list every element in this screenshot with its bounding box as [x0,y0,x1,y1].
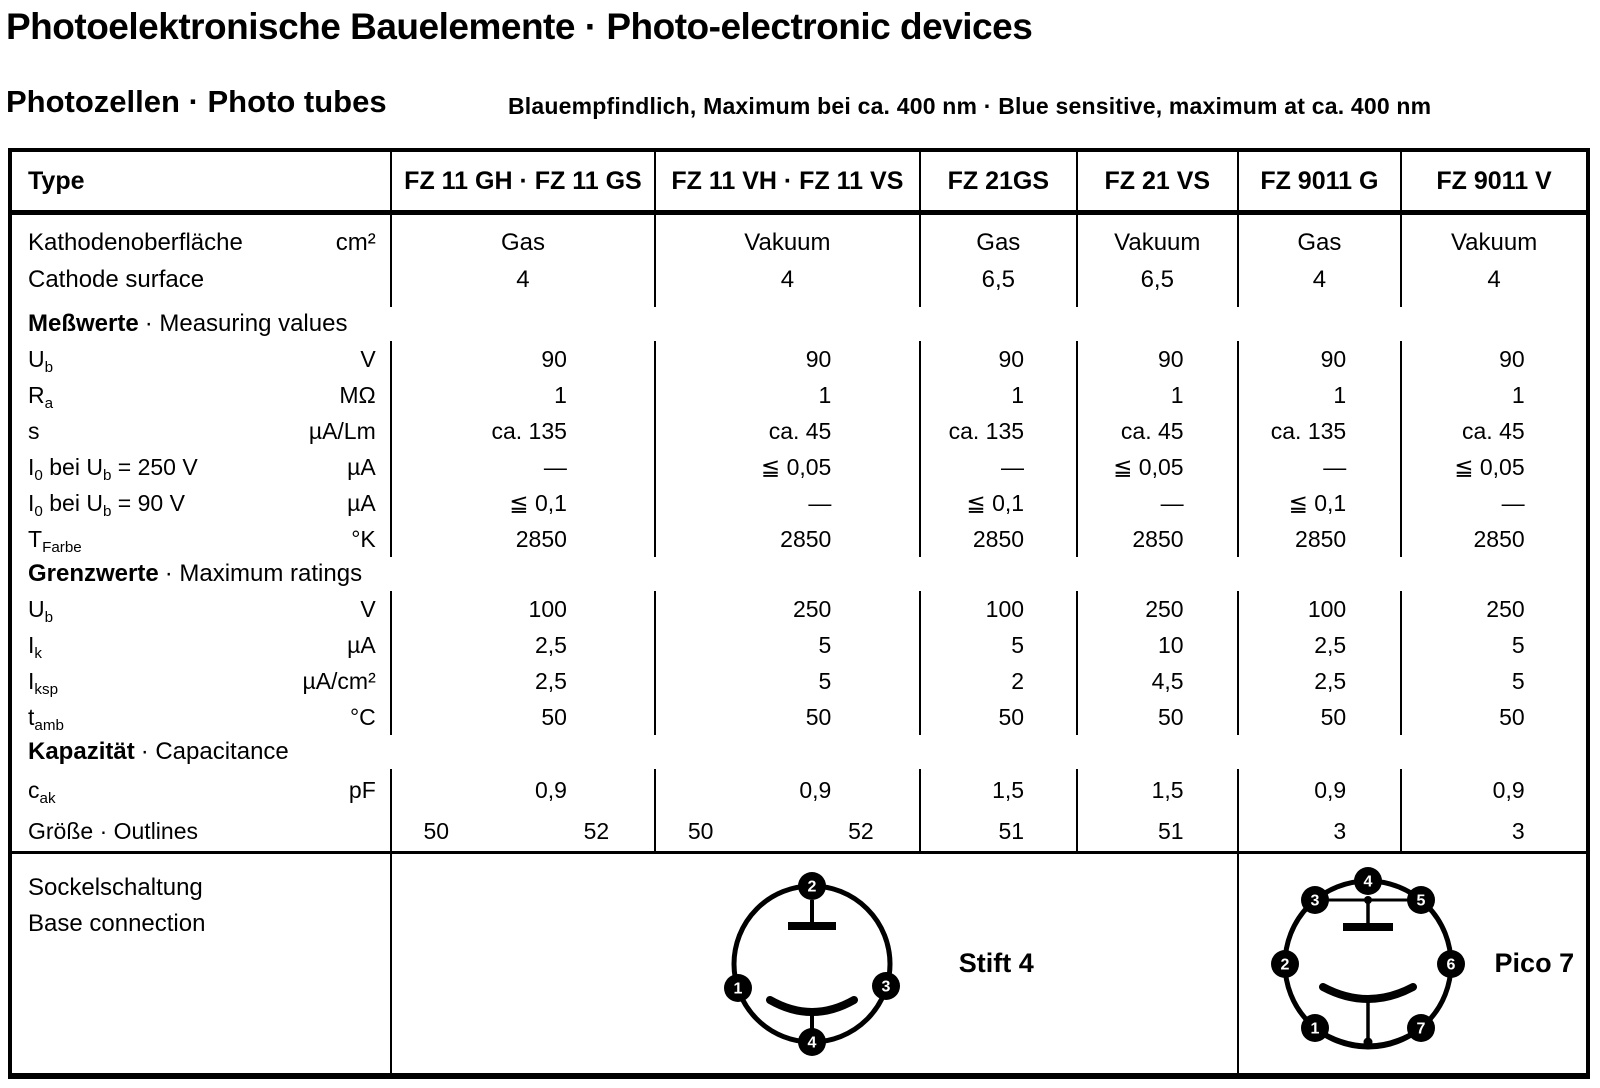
cathode-area: 6,5 [981,266,1015,293]
pin-number: 6 [1446,956,1455,973]
fill-type: Vakuum [744,229,831,256]
cell-value: 90 [1076,341,1237,377]
cell-value: 2,5 [1237,663,1401,699]
page-title: Photoelektronische Bauelemente · Photo-electronic devices [6,6,1033,47]
pico7-cell [1237,854,1586,1073]
cell-value: 0,9 [1237,769,1401,811]
cell-value: — [390,449,654,485]
pin-number: 4 [807,1034,817,1051]
row-label: $I_0$ bei $U_b = 250$ V µA [28,453,376,485]
cell-value: — [1237,449,1401,485]
cell-value: 1 [919,377,1076,413]
cathode-area: 4 [516,266,530,293]
row-label: $I_{ksp}$ µA/cm² [28,667,376,699]
row-label: s µA/Lm [28,417,376,444]
table-row [12,769,1586,811]
stift4-diagram [697,864,929,1064]
table-row [12,413,1586,449]
pin-number: 2 [807,878,817,895]
row-label-en: Cathode surface [28,266,205,293]
cell-value: 90 [390,341,654,377]
stift4-label: Stift 4 [958,948,1034,978]
cell-value: 3 [1237,811,1401,851]
cell-value: 250 [654,591,918,627]
section-header-row: Meßwerte · Measuring values [28,310,348,337]
fill-type: Gas [976,229,1021,256]
cathode-area: 4 [780,266,795,293]
cell-value [1076,215,1237,307]
cell-value: — [919,449,1076,485]
table-body [12,215,1586,851]
cell-value: 0,9 [654,769,918,811]
cell-value: ca. 45 [1400,413,1586,449]
cell-value: 2850 [654,521,918,557]
row-label [12,215,390,307]
cell-value: 250 [1076,591,1237,627]
cell-value: 2850 [390,521,654,557]
row-label: $U_b$ V [28,595,376,627]
cell-value: 2850 [1076,521,1237,557]
cell-value: 90 [654,341,918,377]
table-row [12,521,1586,557]
cell-value: ≦ 0,1 [1237,485,1401,521]
cell-value: ≦ 0,05 [654,449,918,485]
cell-value: 0,9 [390,769,654,811]
pico7-diagram [1253,859,1485,1069]
cell-value: 5 [654,663,918,699]
pico7-label: Pico 7 [1494,948,1575,978]
row-label: $c_{ak}$ pF [28,776,376,808]
base-connection-label-de: Sockelschaltung [28,874,203,901]
fill-type: Gas [1297,229,1342,256]
cell-value: 1 [1237,377,1401,413]
cell-value: 2 [919,663,1076,699]
cell-value: 10 [1076,627,1237,663]
cell-value: 90 [919,341,1076,377]
pin-number: 3 [1310,892,1319,909]
table-row [12,341,1586,377]
cell-value: 1 [1400,377,1586,413]
cell-value [1237,215,1401,307]
cell-value: ca. 45 [1076,413,1237,449]
cell-value: 3 [1400,811,1586,851]
table-row [12,215,1586,307]
cell-value: 1 [1076,377,1237,413]
table-row [12,699,1586,735]
cell-value: 50 [390,699,654,735]
fill-type: Vakuum [1450,229,1538,256]
table-row [12,449,1586,485]
cell-value: 2,5 [390,627,654,663]
fill-type: Vakuum [1114,229,1201,256]
stift4-cell [390,854,1237,1073]
section-header-row: Grenzwerte · Maximum ratings [28,560,363,587]
cathode-area: 4 [1487,266,1501,293]
table-row [12,485,1586,521]
cell-value: 5 [1400,627,1586,663]
cell-value: 51 [919,811,1076,851]
cell-value: 50 [1400,699,1586,735]
sensitivity-note: Blauempfindlich, Maximum bei ca. 400 nm · Blue sensitive, maximum at ca. 400 nm [508,93,1432,119]
base-connection-label [12,854,390,1073]
cell-value: 0,9 [1400,769,1586,811]
cell-value: ≦ 0,05 [1400,449,1586,485]
pin-number: 7 [1416,1020,1425,1037]
cell-value: — [1400,485,1586,521]
column-header-fz9011v: FZ 9011 V [1400,152,1586,210]
cell-value: 1 [390,377,654,413]
cell-value: 250 [1400,591,1586,627]
cell-value: 50 [654,699,918,735]
section-title: Photozellen · Photo tubes [6,84,387,119]
cell-value: 50 52 [654,811,918,851]
cell-value [1400,215,1586,307]
cell-value: 51 [1076,811,1237,851]
anode-symbol [788,922,836,930]
cell-value [919,215,1076,307]
row-label: $I_k$ µA [28,631,376,663]
cell-value: ca. 45 [654,413,918,449]
cell-value: 2,5 [390,663,654,699]
cell-value: 2,5 [1237,627,1401,663]
column-header-fz21gs: FZ 21GS [919,152,1076,210]
photo-tubes-table [8,148,1590,1079]
cell-value: ca. 135 [390,413,654,449]
cell-value: 2850 [1400,521,1586,557]
anode-symbol [1343,923,1393,931]
column-header-fz11g: FZ 11 GH · FZ 11 GS [390,152,654,210]
cell-value: 100 [1237,591,1401,627]
table-row [12,377,1586,413]
pin-number: 4 [1363,873,1372,890]
column-header-fz9011g: FZ 9011 G [1237,152,1401,210]
cell-value: ≦ 0,1 [919,485,1076,521]
cathode-symbol [770,1000,854,1012]
cell-value: 1,5 [919,769,1076,811]
pin-number: 2 [1280,956,1289,973]
cell-value: 5 [919,627,1076,663]
row-label: $I_0$ bei $U_b = 90$ V µA [28,489,376,521]
pin-number: 1 [733,980,743,997]
type-column-header: Type [28,166,85,195]
cell-value: ≦ 0,05 [1076,449,1237,485]
cell-value: 100 [390,591,654,627]
cell-value: 50 52 [390,811,654,851]
cell-value: ca. 135 [919,413,1076,449]
row-label: $T_{Farbe}$ °K [28,525,376,557]
row-label: $U_b$ V [28,345,376,377]
table-row [12,663,1586,699]
row-label-de: Kathodenoberfläche cm² [28,229,376,256]
cathode-symbol [1323,987,1413,999]
row-label: $R_a$ MΩ [28,381,376,413]
cell-value: 4,5 [1076,663,1237,699]
cell-value: 2850 [919,521,1076,557]
cell-value: 1,5 [1076,769,1237,811]
fill-type: Gas [500,229,545,256]
pin-number: 1 [1310,1020,1319,1037]
cell-value: 90 [1400,341,1586,377]
cell-value: 5 [654,627,918,663]
cell-value [390,215,654,307]
cell-value: 2850 [1237,521,1401,557]
base-connection-label-en: Base connection [28,910,206,937]
cell-value: — [654,485,918,521]
cell-value: 90 [1237,341,1401,377]
row-label: $t_{amb}$ °C [28,703,376,735]
cell-value: 50 [919,699,1076,735]
table-row [12,627,1586,663]
cell-value: 5 [1400,663,1586,699]
table-row [12,811,1586,851]
base-connection-row [12,851,1586,1073]
cathode-area: 6,5 [1140,266,1174,293]
cell-value: 50 [1076,699,1237,735]
row-label: Größe · Outlines [28,817,198,844]
cell-value: ca. 135 [1237,413,1401,449]
pin-number: 5 [1416,892,1425,909]
cell-value: ≦ 0,1 [390,485,654,521]
table-header-row [12,152,1586,215]
pin-number: 3 [881,978,891,995]
cell-value: — [1076,485,1237,521]
cell-value: 100 [919,591,1076,627]
cell-value: 50 [1237,699,1401,735]
section-header-row: Kapazität · Capacitance [28,738,289,765]
cathode-area: 4 [1312,266,1327,293]
column-header-fz21vs: FZ 21 VS [1076,152,1237,210]
cell-value: 1 [654,377,918,413]
cell-value [654,215,918,307]
table-row [12,591,1586,627]
column-header-fz11v: FZ 11 VH · FZ 11 VS [654,152,918,210]
